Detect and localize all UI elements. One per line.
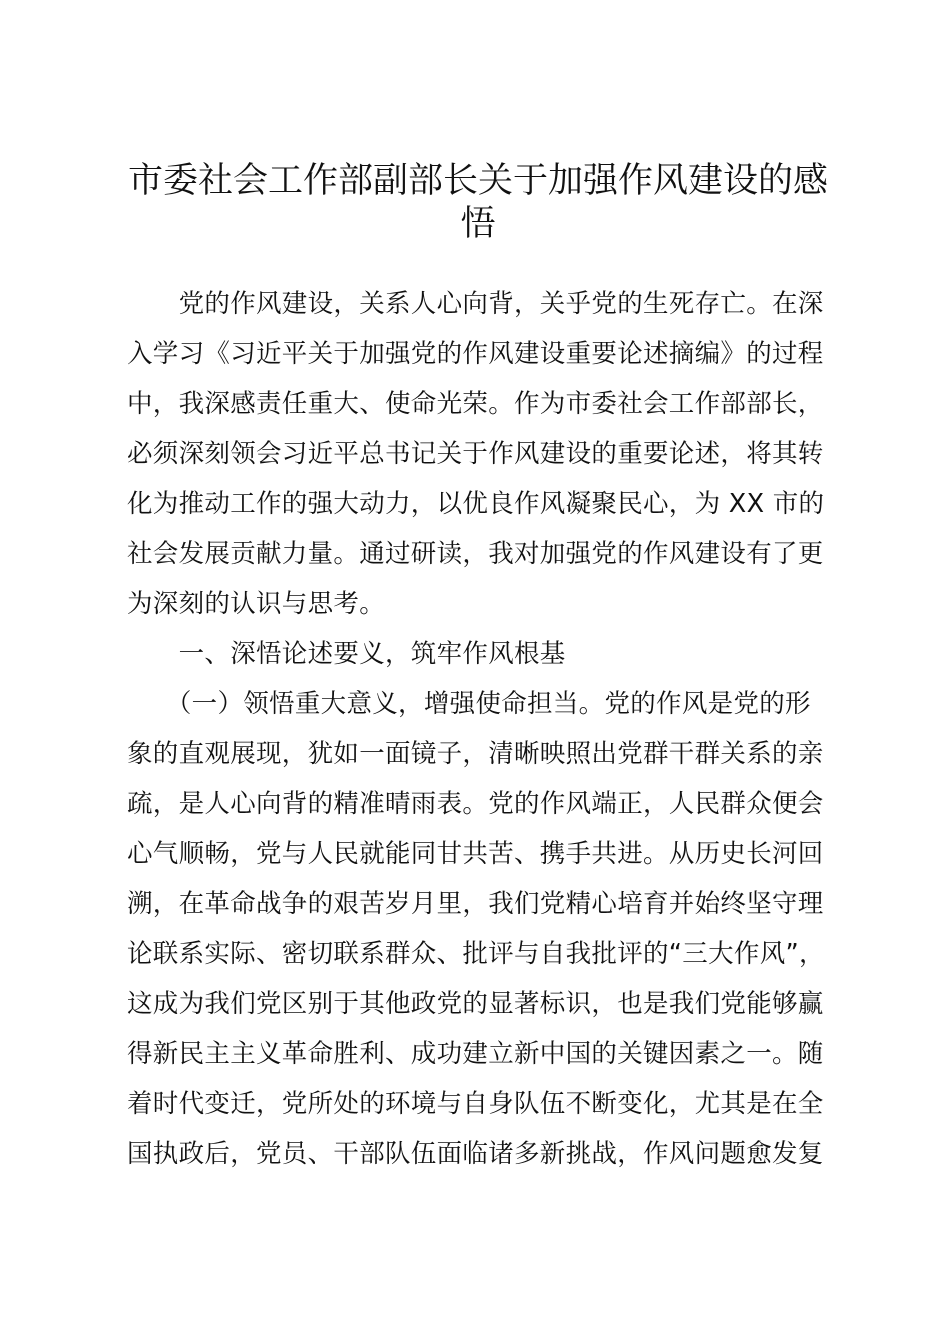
- body-line: 溯，在革命战争的艰苦岁月里，我们党精心培育并始终坚守理: [127, 889, 824, 919]
- body-line: 国执政后，党员、干部队伍面临诸多新挑战，作风问题愈发复: [127, 1139, 824, 1169]
- section-heading: 一、深悟论述要义，筑牢作风根基: [127, 639, 566, 669]
- body-line: 得新民主主义革命胜利、成功建立新中国的关键因素之一。随: [127, 1039, 824, 1069]
- body-line: 入学习《习近平关于加强党的作风建设重要论述摘编》的过程: [127, 339, 824, 369]
- body-line: 中，我深感责任重大、使命光荣。作为市委社会工作部部长，: [127, 389, 824, 419]
- body-line: 社会发展贡献力量。通过研读，我对加强党的作风建设有了更: [127, 539, 824, 569]
- body-line: 疏，是人心向背的精准晴雨表。党的作风端正，人民群众便会: [127, 789, 824, 819]
- body-line: （一）领悟重大意义，增强使命担当。党的作风是党的形: [127, 689, 811, 719]
- title-line: 市委社会工作部副部长关于加强作风建设的感: [127, 161, 828, 201]
- body-line: 为深刻的认识与思考。: [127, 589, 386, 619]
- body-line: 论联系实际、密切联系群众、批评与自我批评的“三大作风”，: [127, 939, 825, 969]
- body-line: 必须深刻领会习近平总书记关于作风建设的重要论述，将其转: [127, 439, 824, 469]
- title-line: 悟: [460, 204, 496, 244]
- body-line: 象的直观展现，犹如一面镜子，清晰映照出党群干群关系的亲: [127, 739, 824, 769]
- body-line: 党的作风建设，关系人心向背，关乎党的生死存亡。在深: [127, 289, 824, 319]
- body-line: 化为推动工作的强大动力，以优良作风凝聚民心，为 XX 市的: [127, 489, 825, 519]
- body-line: 这成为我们党区别于其他政党的显著标识，也是我们党能够赢: [127, 989, 824, 1019]
- body-line: 着时代变迁，党所处的环境与自身队伍不断变化，尤其是在全: [127, 1089, 824, 1119]
- document-title: [118, 160, 838, 246]
- body-line: 心气顺畅，党与人民就能同甘共苦、携手共进。从历史长河回: [127, 839, 824, 869]
